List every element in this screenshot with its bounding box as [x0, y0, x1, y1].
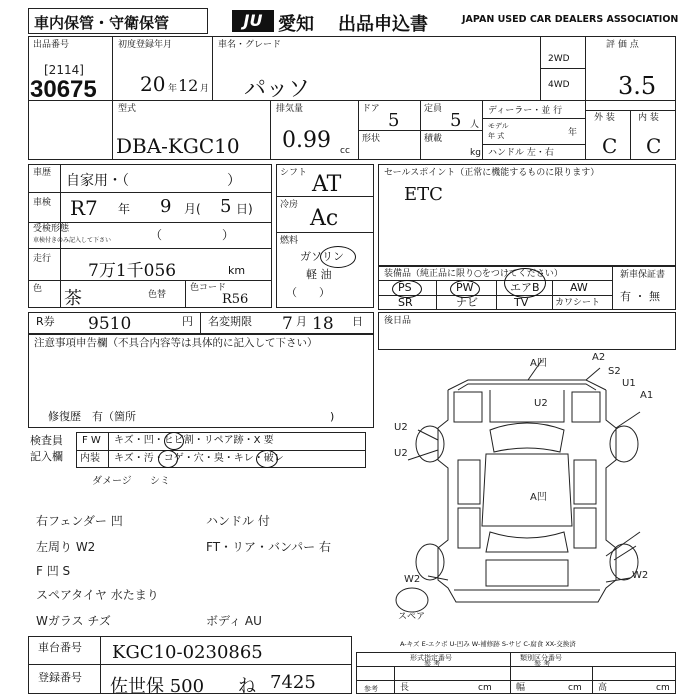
mark-mid-top: U2	[534, 398, 548, 409]
equip-sr: SR	[398, 296, 413, 309]
door-label: ドア	[362, 104, 380, 114]
inspection-year-unit: 年	[118, 202, 131, 216]
spec-len-cm: cm	[478, 683, 492, 693]
notes-label: 注意事項申告欄（不具合内容等は具体的に記入して下さい）	[34, 337, 318, 349]
score-label: 評 価 点	[606, 40, 639, 50]
shift-label: シフト	[280, 168, 308, 178]
after-items-box	[378, 312, 676, 350]
reg-year-unit: 年	[168, 84, 178, 94]
storage-title: 車内保管・守衛保管	[34, 14, 170, 32]
inspection-day-unit: 日)	[236, 202, 253, 216]
inspection-label: 車検	[33, 198, 52, 208]
hood	[490, 390, 564, 422]
equip-ps: PS	[398, 281, 412, 294]
name-change-day-unit: 日	[352, 315, 363, 328]
model-year-label-1: モデル	[488, 122, 509, 130]
mark-r-top2: A1	[640, 390, 654, 401]
cabin	[482, 454, 572, 526]
seat-label: 定員	[424, 104, 443, 114]
spec-hei: 高	[598, 683, 608, 693]
seat-value: 5	[450, 110, 462, 131]
door-value: 5	[388, 110, 400, 131]
color-code-label: 色コード	[190, 283, 227, 293]
chassis-value: KGC10-0230865	[112, 642, 263, 663]
mileage-unit: km	[228, 264, 246, 277]
int-check-label: 内装	[80, 453, 100, 464]
reg-kana: ね	[238, 676, 256, 697]
ext-score: C	[602, 134, 618, 158]
check-circle-2	[158, 450, 178, 468]
color-label: 色	[33, 284, 43, 294]
note-5: F 凹 S	[36, 564, 71, 578]
check-circle-3	[256, 450, 278, 468]
repair-close: )	[330, 410, 335, 423]
ju-logo: JU	[232, 10, 274, 32]
mark-top2: A2	[592, 352, 606, 363]
repair-label: 修復歴 有（箇所	[48, 410, 136, 423]
fuel-gas: ガソリン	[300, 250, 344, 263]
name-change-month-unit: 月	[296, 315, 307, 328]
disp-unit: cc	[340, 146, 350, 156]
fuel-diesel: 軽 油	[306, 268, 332, 281]
after-items-label: 後日品	[384, 316, 412, 326]
ext-label: 外 装	[594, 113, 615, 123]
door-l-front	[458, 460, 480, 504]
equip-navi: ナビ	[456, 296, 478, 309]
note-4: FT・リア・バンパー 右	[206, 540, 331, 554]
shift-value: AT	[312, 172, 342, 197]
note-7: Wガラス チズ	[36, 614, 111, 628]
disp-label: 排気量	[276, 104, 304, 114]
spare-label: スペア	[398, 612, 426, 622]
inspection-day: 5	[220, 196, 232, 217]
check-circle-1	[164, 432, 184, 450]
mark-top1: A凹	[530, 358, 547, 369]
damage-legend: A-キズ E-エクボ U-凹み W-補修跡 S-サビ C-腐食 XX-交換済	[400, 640, 576, 648]
door-l-rear	[458, 508, 480, 548]
checker-label-2: 記入欄	[30, 450, 63, 463]
fuel-gas-circle	[320, 246, 356, 268]
inspection-month-unit: 月(	[184, 202, 201, 216]
mileage-label: 走行	[33, 254, 52, 264]
color-change-label: 色替	[148, 290, 167, 300]
trunk	[486, 560, 568, 586]
reg-month: 12	[178, 76, 199, 95]
disp-value: 0.99	[282, 128, 331, 153]
fw-label: F W	[82, 435, 101, 446]
note-2: ハンドル 付	[206, 514, 270, 528]
spec-r1-sub: 参 考	[424, 660, 441, 668]
int-items: キズ・汚・コゲ・穴・臭・キレ・破レ	[114, 453, 284, 464]
equip-pw-circle	[450, 280, 480, 298]
mileage-value: 7万1千056	[88, 261, 177, 281]
reg-label: 初度登録年月	[118, 40, 173, 50]
check-mark-2: シミ	[150, 476, 170, 487]
model-label: 型式	[118, 104, 137, 114]
name-change-month: 7	[282, 314, 293, 334]
recycle-value: 9510	[88, 314, 132, 334]
int-score: C	[646, 134, 662, 158]
english-title: JAPAN USED CAR DEALERS ASSOCIATION	[462, 14, 679, 25]
history-value: 自家用・（ ）	[66, 173, 241, 189]
door-r-rear	[574, 508, 596, 548]
wheel-fr	[610, 426, 638, 462]
fw-items: キズ・凹・ヒビ割・リペア跡・X 要	[114, 435, 274, 446]
note-8: ボディ AU	[206, 614, 262, 628]
reg-num-label: 登録番号	[38, 671, 82, 684]
recycle-unit: 円	[182, 315, 193, 328]
spec-hei-cm: cm	[656, 683, 670, 693]
spec-r2-label: 類別区分番号	[520, 654, 562, 662]
mark-bottom-r: W2	[632, 570, 649, 581]
history-label: 車歴	[33, 168, 52, 178]
equip-leather: カワシート	[555, 298, 601, 308]
spec-r2-sub: 参 考	[534, 660, 551, 668]
inspection-month: 9	[160, 196, 172, 217]
name-label: 車名・グレード	[218, 40, 282, 50]
guarantee-label: 新車保証書	[620, 270, 666, 280]
reg-month-unit: 月	[200, 84, 210, 94]
mark-top3: S2	[608, 366, 621, 377]
org-name: 愛知	[278, 14, 314, 35]
selling-points-label: セールスポイント（正常に機能するものに限ります）	[384, 168, 600, 178]
seat-unit: 人	[470, 120, 480, 130]
car-name: パッソ	[244, 77, 311, 102]
spec-wid: 幅	[516, 683, 526, 693]
lot-number: 30675	[30, 76, 97, 103]
checker-label-1: 検査員	[30, 434, 63, 447]
rear-window	[486, 532, 568, 552]
mark-roof: A凹	[530, 492, 547, 503]
model-value: DBA-KGC10	[116, 134, 240, 158]
spec-ref: 参考	[364, 685, 378, 693]
reg-year: 20	[140, 72, 166, 96]
form-title: 出品申込書	[338, 14, 428, 35]
inspection-year: R7	[70, 196, 98, 220]
chassis-label: 車台番号	[38, 641, 82, 654]
form-label: 受検形態	[33, 224, 70, 234]
note-1: 右フェンダー 凹	[36, 514, 123, 528]
mark-l1: U2	[394, 422, 408, 433]
door-r-front	[574, 460, 596, 504]
year-unit: 年	[568, 128, 578, 138]
equipment-label: 装備品（純正品に限り○をつけてください）	[384, 269, 563, 279]
spec-r1-label: 形式指定番号	[410, 654, 452, 662]
ac-label: 冷房	[280, 200, 299, 210]
mark-bottom-l: W2	[404, 574, 421, 585]
recycle-label: R券	[36, 315, 55, 328]
name-change-label: 名変期限	[208, 315, 252, 328]
equip-tv: TV	[514, 296, 529, 309]
equip-airbag-circle	[504, 268, 546, 298]
windshield	[490, 423, 564, 452]
car-diagram	[378, 350, 676, 630]
selling-points-value: ETC	[404, 184, 443, 205]
note-6: スペアタイヤ 水たまり	[36, 588, 159, 602]
dealer-label: ディーラー・並 行	[488, 106, 563, 116]
load-unit: kg	[470, 148, 481, 158]
int-label: 内 装	[638, 113, 659, 123]
shape-label: 形状	[362, 134, 381, 144]
fender-fl	[454, 392, 482, 422]
guarantee-value: 有 ・ 無	[620, 290, 660, 303]
ac-value: Ac	[310, 206, 339, 231]
selling-points-box	[378, 164, 676, 266]
equip-pw: PW	[456, 281, 474, 294]
check-mark-1: ダメージ	[92, 476, 132, 487]
spec-len: 長	[400, 683, 410, 693]
handle-label: ハンドル 左・右	[488, 148, 554, 158]
fuel-label: 燃料	[280, 236, 299, 246]
spare-tire	[396, 588, 428, 612]
reg-area: 佐世保 500	[110, 676, 205, 697]
note-3: 左周り W2	[36, 540, 96, 554]
lot-small: [2114]	[44, 63, 84, 77]
color-code: R56	[222, 292, 249, 307]
reg-num: 7425	[270, 672, 316, 693]
color-value: 茶	[64, 288, 82, 309]
equip-ps-circle	[392, 280, 422, 298]
front-bumper	[448, 380, 606, 390]
score-value: 3.5	[618, 72, 657, 100]
form-sub: 車検付きのみ記入して下さい	[33, 237, 112, 244]
equip-aw: AW	[570, 281, 588, 294]
drive-2wd: 2WD	[548, 54, 570, 64]
fuel-other: （ ）	[286, 286, 330, 299]
name-change-day: 18	[312, 314, 334, 334]
drive-4wd: 4WD	[548, 80, 570, 90]
mark-l2: U2	[394, 448, 408, 459]
load-label: 積載	[424, 134, 443, 144]
form-paren: （ ）	[150, 228, 235, 242]
equip-airbag: エアB	[510, 281, 540, 294]
spec-wid-cm: cm	[568, 683, 582, 693]
mark-r-top: U1	[622, 378, 636, 389]
lot-label: 出品番号	[33, 40, 70, 50]
model-year-label-2: 年 式	[488, 132, 505, 140]
fender-fr	[572, 392, 600, 422]
